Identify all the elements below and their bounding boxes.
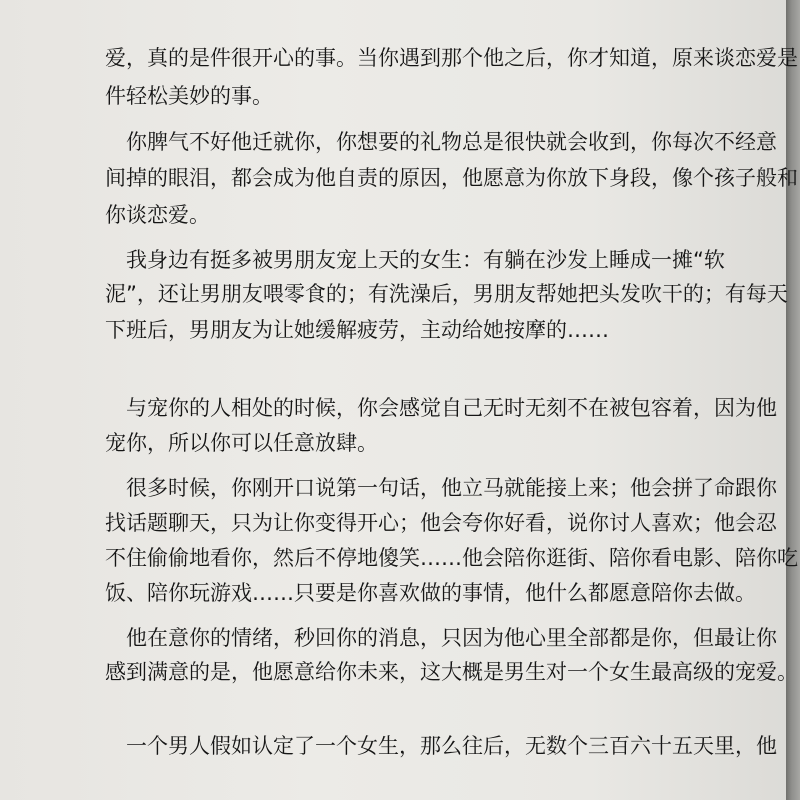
text-line: 感到满意的是，他愿意给你未来，这大概是男生对一个女生最高级的宠爱。 — [105, 660, 798, 684]
text-line: 找话题聊天，只为让你变得开心；他会夸你好看，说你讨人喜欢；他会忍 — [105, 511, 777, 535]
text-line: 我身边有挺多被男朋友宠上天的女生：有躺在沙发上睡成一摊“软 — [126, 248, 725, 272]
text-line: 不住偷偷地看你，然后不停地傻笑……他会陪你逛街、陪你看电影、陪你吃 — [105, 546, 798, 570]
text-line: 间掉的眼泪，都会成为他自责的原因，他愿意为你放下身段，像个孩子般和 — [105, 166, 798, 190]
text-line: 下班后，男朋友为让她缓解疲劳，主动给她按摩的…… — [105, 318, 609, 342]
text-line: 饭、陪你玩游戏……只要是你喜欢做的事情，他什么都愿意陪你去做。 — [105, 581, 756, 605]
text-line: 件轻松美妙的事。 — [105, 84, 273, 108]
text-line: 泥”，还让男朋友喂零食的；有洗澡后，男朋友帮她把头发吹干的；有每天 — [105, 282, 788, 306]
text-line: 你谈恋爱。 — [105, 203, 210, 227]
text-line: 一个男人假如认定了一个女生，那么往后，无数个三百六十五天里，他 — [126, 734, 777, 758]
text-line: 很多时候，你刚开口说第一句话，他立马就能接上来；他会拼了命跟你 — [126, 476, 777, 500]
text-line: 与宠你的人相处的时候，你会感觉自己无时无刻不在被包容着，因为他 — [126, 396, 777, 420]
text-line: 宠你，所以你可以任意放肆。 — [105, 431, 378, 455]
text-line: 你脾气不好他迁就你，你想要的礼物总是很快就会收到，你每次不经意 — [126, 130, 777, 154]
text-line: 爱，真的是件很开心的事。当你遇到那个他之后，你才知道，原来谈恋爱是 — [105, 46, 798, 70]
text-line: 他在意你的情绪，秒回你的消息，只因为他心里全部都是你，但最让你 — [126, 626, 777, 650]
